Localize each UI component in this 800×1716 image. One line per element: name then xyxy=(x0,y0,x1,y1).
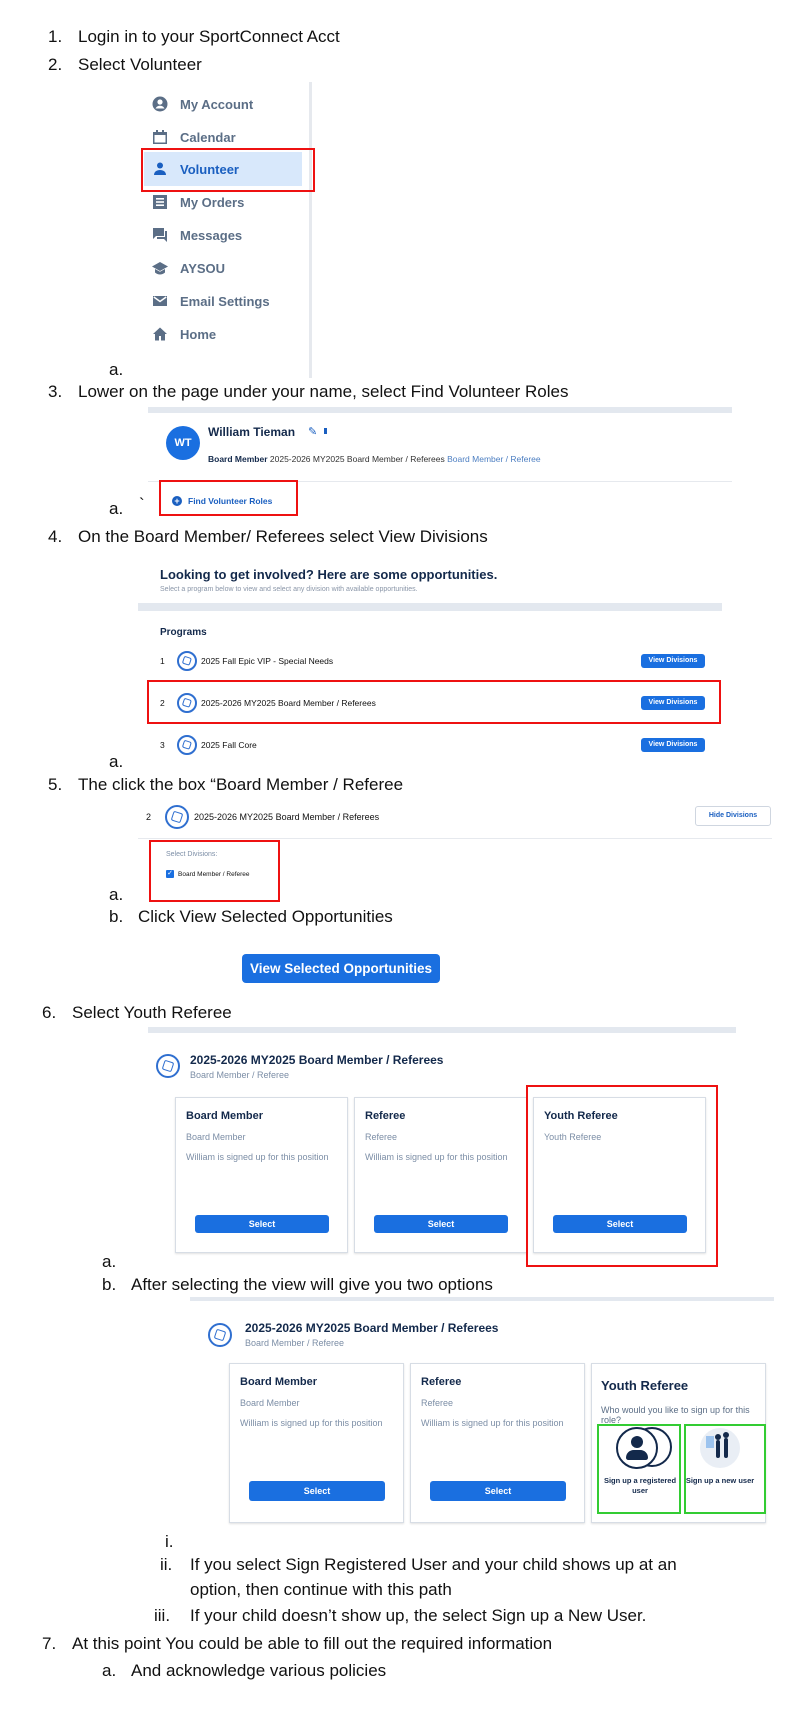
highlight-division-checkbox xyxy=(149,840,280,902)
soccer-ball-icon xyxy=(165,805,189,829)
step-2a-label: a. xyxy=(109,360,124,379)
step-2-number: 2. xyxy=(48,55,63,74)
view-divisions-button[interactable]: View Divisions xyxy=(641,696,705,710)
step-4a-label: a. xyxy=(109,752,124,771)
chat-icon xyxy=(152,227,168,243)
step-7-number: 7. xyxy=(42,1634,57,1653)
option-card-board-member xyxy=(229,1363,404,1523)
role-card-board-member xyxy=(175,1097,348,1253)
role-card-note: William is signed up for this position xyxy=(240,1418,383,1428)
role-card-subtitle: Youth Referee xyxy=(544,1132,602,1142)
role-card-referee xyxy=(354,1097,527,1253)
view-divisions-button[interactable]: View Divisions xyxy=(641,654,705,668)
sidebar-item-email-settings[interactable] xyxy=(152,288,270,314)
division-subtitle: Board Member / Referee xyxy=(245,1338,345,1348)
view-divisions-button[interactable]: View Divisions xyxy=(641,738,705,752)
step-3a-label: a. xyxy=(109,499,124,518)
mail-icon xyxy=(152,293,168,309)
add-circle-icon: + xyxy=(172,496,182,506)
view-selected-opportunities-button[interactable]: View Selected Opportunities xyxy=(242,954,440,983)
youth-referee-title: Youth Referee xyxy=(601,1378,689,1393)
step-5b-label: b. xyxy=(109,907,124,926)
sidebar-item-label: My Orders xyxy=(180,194,245,210)
profile-name: William Tieman xyxy=(208,425,296,439)
step-3a-tick: ` xyxy=(139,495,145,514)
role-card-title: Board Member xyxy=(186,1110,264,1122)
programs-screenshot xyxy=(138,553,722,765)
sidebar-item-label: Messages xyxy=(180,227,243,243)
program-name: 2025 Fall Epic VIP - Special Needs xyxy=(201,656,334,666)
sidebar-item-calendar[interactable] xyxy=(152,124,236,150)
step-6-ii-text-line1: If you select Sign Registered User and your child shows up at an xyxy=(190,1555,677,1574)
edit-pencil-icon[interactable]: ✎ xyxy=(308,426,318,438)
sidebar-item-messages[interactable] xyxy=(152,222,242,248)
sidebar-item-label: AYSOU xyxy=(180,260,226,276)
programs-label: Programs xyxy=(160,627,207,638)
find-volunteer-roles-label: Find Volunteer Roles xyxy=(188,496,273,506)
sidebar-item-my-orders[interactable] xyxy=(152,189,244,215)
role-card-subtitle: Board Member xyxy=(186,1132,246,1142)
top-band xyxy=(190,1297,774,1301)
soccer-ball-icon xyxy=(208,1323,232,1347)
step-6-ii-label: ii. xyxy=(160,1555,173,1574)
highlight-registered-user xyxy=(597,1424,681,1514)
step-6-ii-text-line2: option, then continue with this path xyxy=(190,1580,452,1599)
sign-up-new-user-label: Sign up a new user xyxy=(685,1476,755,1485)
step-1-text: Login in to your SportConnect Acct xyxy=(78,27,340,46)
top-band xyxy=(148,407,732,413)
highlight-youth-referee xyxy=(526,1085,718,1267)
account-circle-icon xyxy=(152,96,168,112)
step-4-number: 4. xyxy=(48,527,63,546)
step-6-iii-label: iii. xyxy=(154,1606,171,1625)
role-division-link[interactable]: Board Member / Referee xyxy=(447,454,541,464)
select-divisions-label: Select Divisions: xyxy=(166,851,218,858)
sidebar-item-aysou[interactable] xyxy=(152,255,225,281)
step-5-text: The click the box “Board Member / Referee xyxy=(78,775,404,794)
sidebar-item-my-account[interactable] xyxy=(152,91,253,117)
soccer-ball-icon xyxy=(177,735,197,755)
sidebar-item-label: Home xyxy=(180,326,217,342)
step-5-number: 5. xyxy=(48,775,63,794)
list-icon xyxy=(152,194,168,210)
divider xyxy=(138,838,772,839)
calendar-icon xyxy=(152,129,168,145)
role-label: Board Member xyxy=(208,454,268,464)
step-6b-label: b. xyxy=(102,1275,117,1294)
step-6-iii-text: If your child doesn’t show up, the select Sign up a New User. xyxy=(190,1606,647,1625)
step-5a-label: a. xyxy=(109,885,124,904)
role-card-note: William is signed up for this position xyxy=(186,1152,329,1162)
highlight-new-user xyxy=(684,1424,766,1514)
program-row-1 xyxy=(138,647,722,675)
step-7a-text: And acknowledge various policies xyxy=(131,1661,387,1680)
sidebar-divider xyxy=(309,82,312,378)
option-card-referee xyxy=(410,1363,585,1523)
program-number: 3 xyxy=(160,740,165,750)
role-card-note: William is signed up for this position xyxy=(421,1418,564,1428)
step-7-text: At this point You could be able to fill out the required information xyxy=(72,1634,553,1653)
select-button[interactable]: Select xyxy=(195,1215,329,1233)
program-number: 2 xyxy=(146,812,152,822)
role-program: 2025-2026 MY2025 Board Member / Referees xyxy=(269,454,445,464)
step-3-text: Lower on the page under your name, select Find Volunteer Roles xyxy=(78,382,569,401)
step-7a-label: a. xyxy=(102,1661,117,1680)
sidebar-screenshot xyxy=(140,82,312,378)
role-card-subtitle: Referee xyxy=(365,1132,398,1142)
role-card-title: Referee xyxy=(421,1376,462,1388)
sidebar-item-home[interactable] xyxy=(152,321,216,347)
highlight-volunteer xyxy=(141,148,315,192)
role-card-title: Youth Referee xyxy=(544,1110,618,1122)
sidebar-item-label: My Account xyxy=(180,96,254,112)
select-button[interactable]: Select xyxy=(430,1481,566,1501)
youth-referee-question: Who would you like to sign up for this role? xyxy=(601,1405,750,1425)
hide-divisions-button[interactable]: Hide Divisions xyxy=(695,806,771,826)
program-number: 1 xyxy=(160,656,165,666)
more-icon[interactable] xyxy=(324,428,327,434)
role-card-note: William is signed up for this position xyxy=(365,1152,508,1162)
select-button[interactable]: Select xyxy=(553,1215,687,1233)
sidebar-item-label: Email Settings xyxy=(180,293,270,309)
sidebar-item-label: Calendar xyxy=(180,129,236,145)
step-6-text: Select Youth Referee xyxy=(72,1003,232,1022)
division-option-label: Board Member / Referee xyxy=(178,870,250,878)
division-subtitle: Board Member / Referee xyxy=(190,1070,290,1080)
step-6-i-label: i. xyxy=(165,1532,174,1551)
opportunities-heading: Looking to get involved? Here are some opportunities. xyxy=(160,567,498,582)
sign-up-registered-user-label: Sign up a registered user xyxy=(603,1476,677,1495)
step-2-text: Select Volunteer xyxy=(78,55,202,74)
step-6-number: 6. xyxy=(42,1003,57,1022)
sidebar-item-label: Volunteer xyxy=(180,161,239,177)
program-title: 2025-2026 MY2025 Board Member / Referees xyxy=(190,1053,444,1067)
home-icon xyxy=(152,326,168,342)
step-6a-label: a. xyxy=(102,1252,117,1271)
program-row-3 xyxy=(138,731,722,759)
role-card-title: Board Member xyxy=(240,1376,318,1388)
top-band xyxy=(148,1027,736,1033)
section-band xyxy=(138,603,722,611)
highlight-find-roles xyxy=(159,480,298,516)
soccer-ball-icon xyxy=(177,651,197,671)
program-number: 2 xyxy=(160,698,165,708)
avatar-initials: WT xyxy=(174,437,192,449)
avatar xyxy=(166,426,200,460)
role-card-subtitle: Board Member xyxy=(240,1398,300,1408)
select-button[interactable]: Select xyxy=(249,1481,385,1501)
role-card-title: Referee xyxy=(365,1110,406,1122)
program-name: 2025 Fall Core xyxy=(201,740,257,750)
school-icon xyxy=(152,260,168,276)
program-name: 2025-2026 MY2025 Board Member / Referees xyxy=(194,812,380,822)
step-4-text: On the Board Member/ Referees select View Divisions xyxy=(78,527,488,546)
step-6b-text: After selecting the view will give you two options xyxy=(131,1275,493,1294)
checkbox-checked-icon[interactable]: ✓ xyxy=(167,870,173,877)
program-title: 2025-2026 MY2025 Board Member / Referees xyxy=(245,1321,499,1335)
soccer-ball-icon xyxy=(156,1054,180,1078)
highlight-program-row xyxy=(147,680,721,724)
step-5b-text: Click View Selected Opportunities xyxy=(138,907,393,926)
select-button[interactable]: Select xyxy=(374,1215,508,1233)
role-card-subtitle: Referee xyxy=(421,1398,454,1408)
program-name: 2025-2026 MY2025 Board Member / Referees xyxy=(201,698,376,708)
step-3-number: 3. xyxy=(48,382,63,401)
step-1-number: 1. xyxy=(48,27,63,46)
opportunities-subheading: Select a program below to view and select any division with available opportunities. xyxy=(160,586,418,593)
